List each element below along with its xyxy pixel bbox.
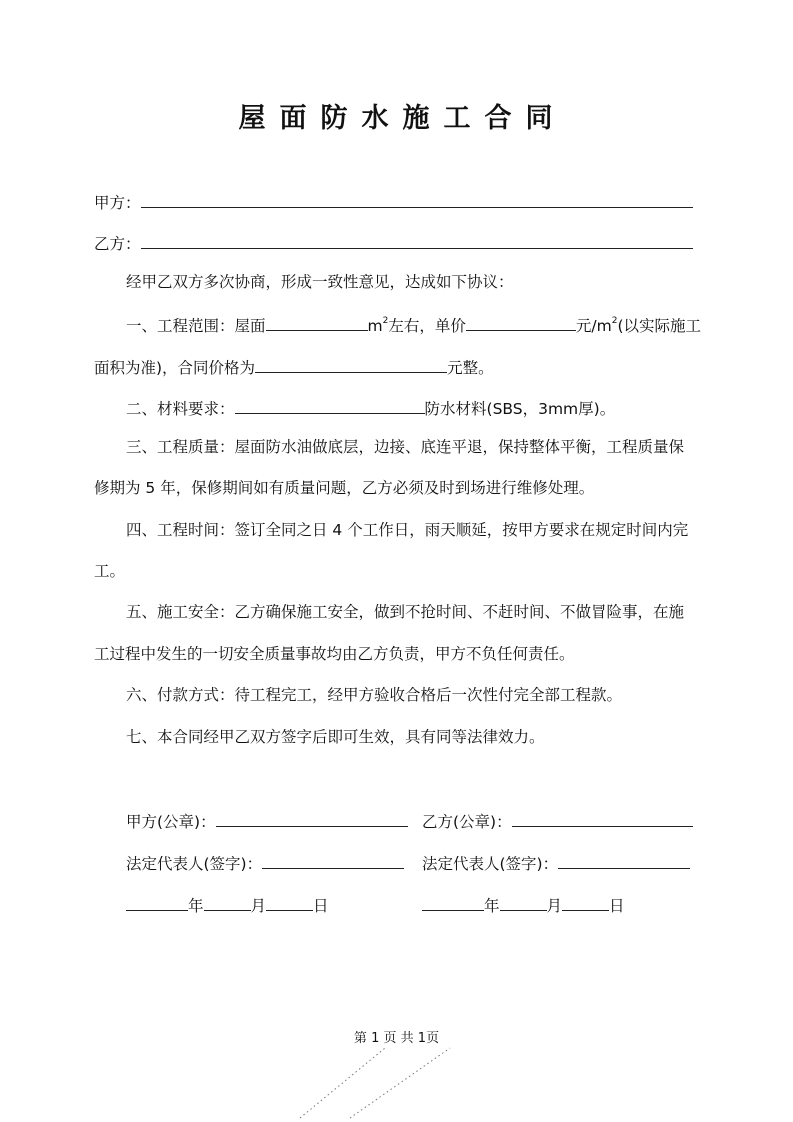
- clause4-line2: 工。: [94, 562, 126, 580]
- party-b-seal-blank[interactable]: [512, 809, 693, 827]
- party-b-rep-line: [422, 851, 690, 874]
- area-blank[interactable]: [266, 313, 368, 331]
- party-a-line: [94, 190, 693, 213]
- party-b-date-line: [422, 893, 625, 916]
- month-label: 月: [546, 897, 563, 915]
- party-a-seal-line: [126, 809, 408, 832]
- year-label: 年: [188, 897, 204, 915]
- clause1-line1: [126, 313, 701, 336]
- party-a-rep-label: 法定代表人(签字)：: [126, 855, 263, 873]
- clause1-price-suffix: 元整。: [447, 359, 494, 377]
- party-a-rep-line: [126, 851, 404, 874]
- party-b-seal-line: [422, 809, 693, 832]
- page-mid: 页 共: [383, 1031, 414, 1046]
- clause5-line1: 五、施工安全：乙方确保施工安全，做到不抢时间、不赶时间、不做冒险事，在施: [126, 603, 685, 621]
- clause2-line: [126, 396, 615, 419]
- party-a-month-blank[interactable]: [204, 893, 251, 911]
- material-blank[interactable]: [235, 396, 425, 414]
- clause2-label: 二、材料要求：: [126, 400, 235, 418]
- page-total: 1: [417, 1031, 427, 1046]
- clause1-unit-sup: 2: [382, 316, 389, 326]
- clause2-material: 防水材料(SBS，3mm厚)。: [424, 400, 616, 418]
- party-b-month-blank[interactable]: [500, 893, 547, 911]
- party-b-line: [94, 231, 693, 254]
- party-b-seal-label: 乙方(公章)：: [422, 813, 512, 831]
- party-a-blank[interactable]: [141, 190, 693, 208]
- clause4-line1: 四、工程时间：签订全同之日 4 个工作日，雨天顺延，按甲方要求在规定时间内完: [126, 521, 689, 539]
- intro-text: 经甲乙双方多次协商，形成一致性意见，达成如下协议：: [126, 273, 514, 291]
- clause1-scope-label: 一、工程范围：屋面: [126, 317, 266, 335]
- clause1-note: (以实际施工: [617, 317, 701, 335]
- day-label: 日: [609, 897, 625, 915]
- party-a-seal-blank[interactable]: [216, 809, 408, 827]
- page-prefix: 第: [353, 1031, 367, 1046]
- document-title: 屋面防水施工合同: [238, 103, 567, 134]
- party-a-label: 甲方：: [94, 194, 141, 212]
- party-b-year-blank[interactable]: [422, 893, 484, 911]
- clause1-price-unit: 元/m: [575, 317, 612, 335]
- day-label: 日: [313, 897, 329, 915]
- clause5-line2: 工过程中发生的一切安全质量事故均由乙方负责，甲方不负任何责任。: [94, 645, 575, 663]
- dotted-watermark-icon: [290, 1040, 470, 1120]
- party-a-date-line: [126, 893, 329, 916]
- page-number: 1: [371, 1031, 380, 1046]
- year-label: 年: [484, 897, 500, 915]
- month-label: 月: [250, 897, 267, 915]
- party-a-year-blank[interactable]: [126, 893, 188, 911]
- watermark-line-2: [350, 1048, 450, 1118]
- watermark-line-1: [300, 1048, 385, 1118]
- clause1-line2: [94, 355, 494, 378]
- contract-price-blank[interactable]: [255, 355, 447, 373]
- party-b-day-blank[interactable]: [562, 893, 609, 911]
- party-a-day-blank[interactable]: [266, 893, 313, 911]
- clause6-line: 六、付款方式：待工程完工，经甲方验收合格后一次性付完全部工程款。: [126, 686, 623, 704]
- clause1-unit-price-label: 左右，单价: [388, 317, 466, 335]
- party-a-seal-label: 甲方(公章)：: [126, 813, 216, 831]
- clause3-line2: 修期为 5 年，保修期间如有质量问题，乙方必须及时到场进行维修处理。: [94, 479, 595, 497]
- party-b-blank[interactable]: [141, 231, 693, 249]
- clause1-price-unit-sup: 2: [611, 316, 618, 326]
- clause1-unit: m: [367, 317, 383, 335]
- party-b-rep-label: 法定代表人(签字)：: [422, 855, 559, 873]
- clause1-contract-price-label: 面积为准)，合同价格为: [94, 359, 256, 377]
- party-a-rep-blank[interactable]: [262, 851, 404, 869]
- party-b-label: 乙方：: [94, 235, 141, 253]
- clause3-line1: 三、工程质量：屋面防水油做底层，边接、底连平退，保持整体平衡，工程质量保: [126, 438, 685, 456]
- page-suffix: 页: [426, 1031, 440, 1046]
- unit-price-blank[interactable]: [466, 313, 576, 331]
- clause7-line: 七、本合同经甲乙双方签字后即可生效，具有同等法律效力。: [126, 728, 545, 746]
- party-b-rep-blank[interactable]: [558, 851, 690, 869]
